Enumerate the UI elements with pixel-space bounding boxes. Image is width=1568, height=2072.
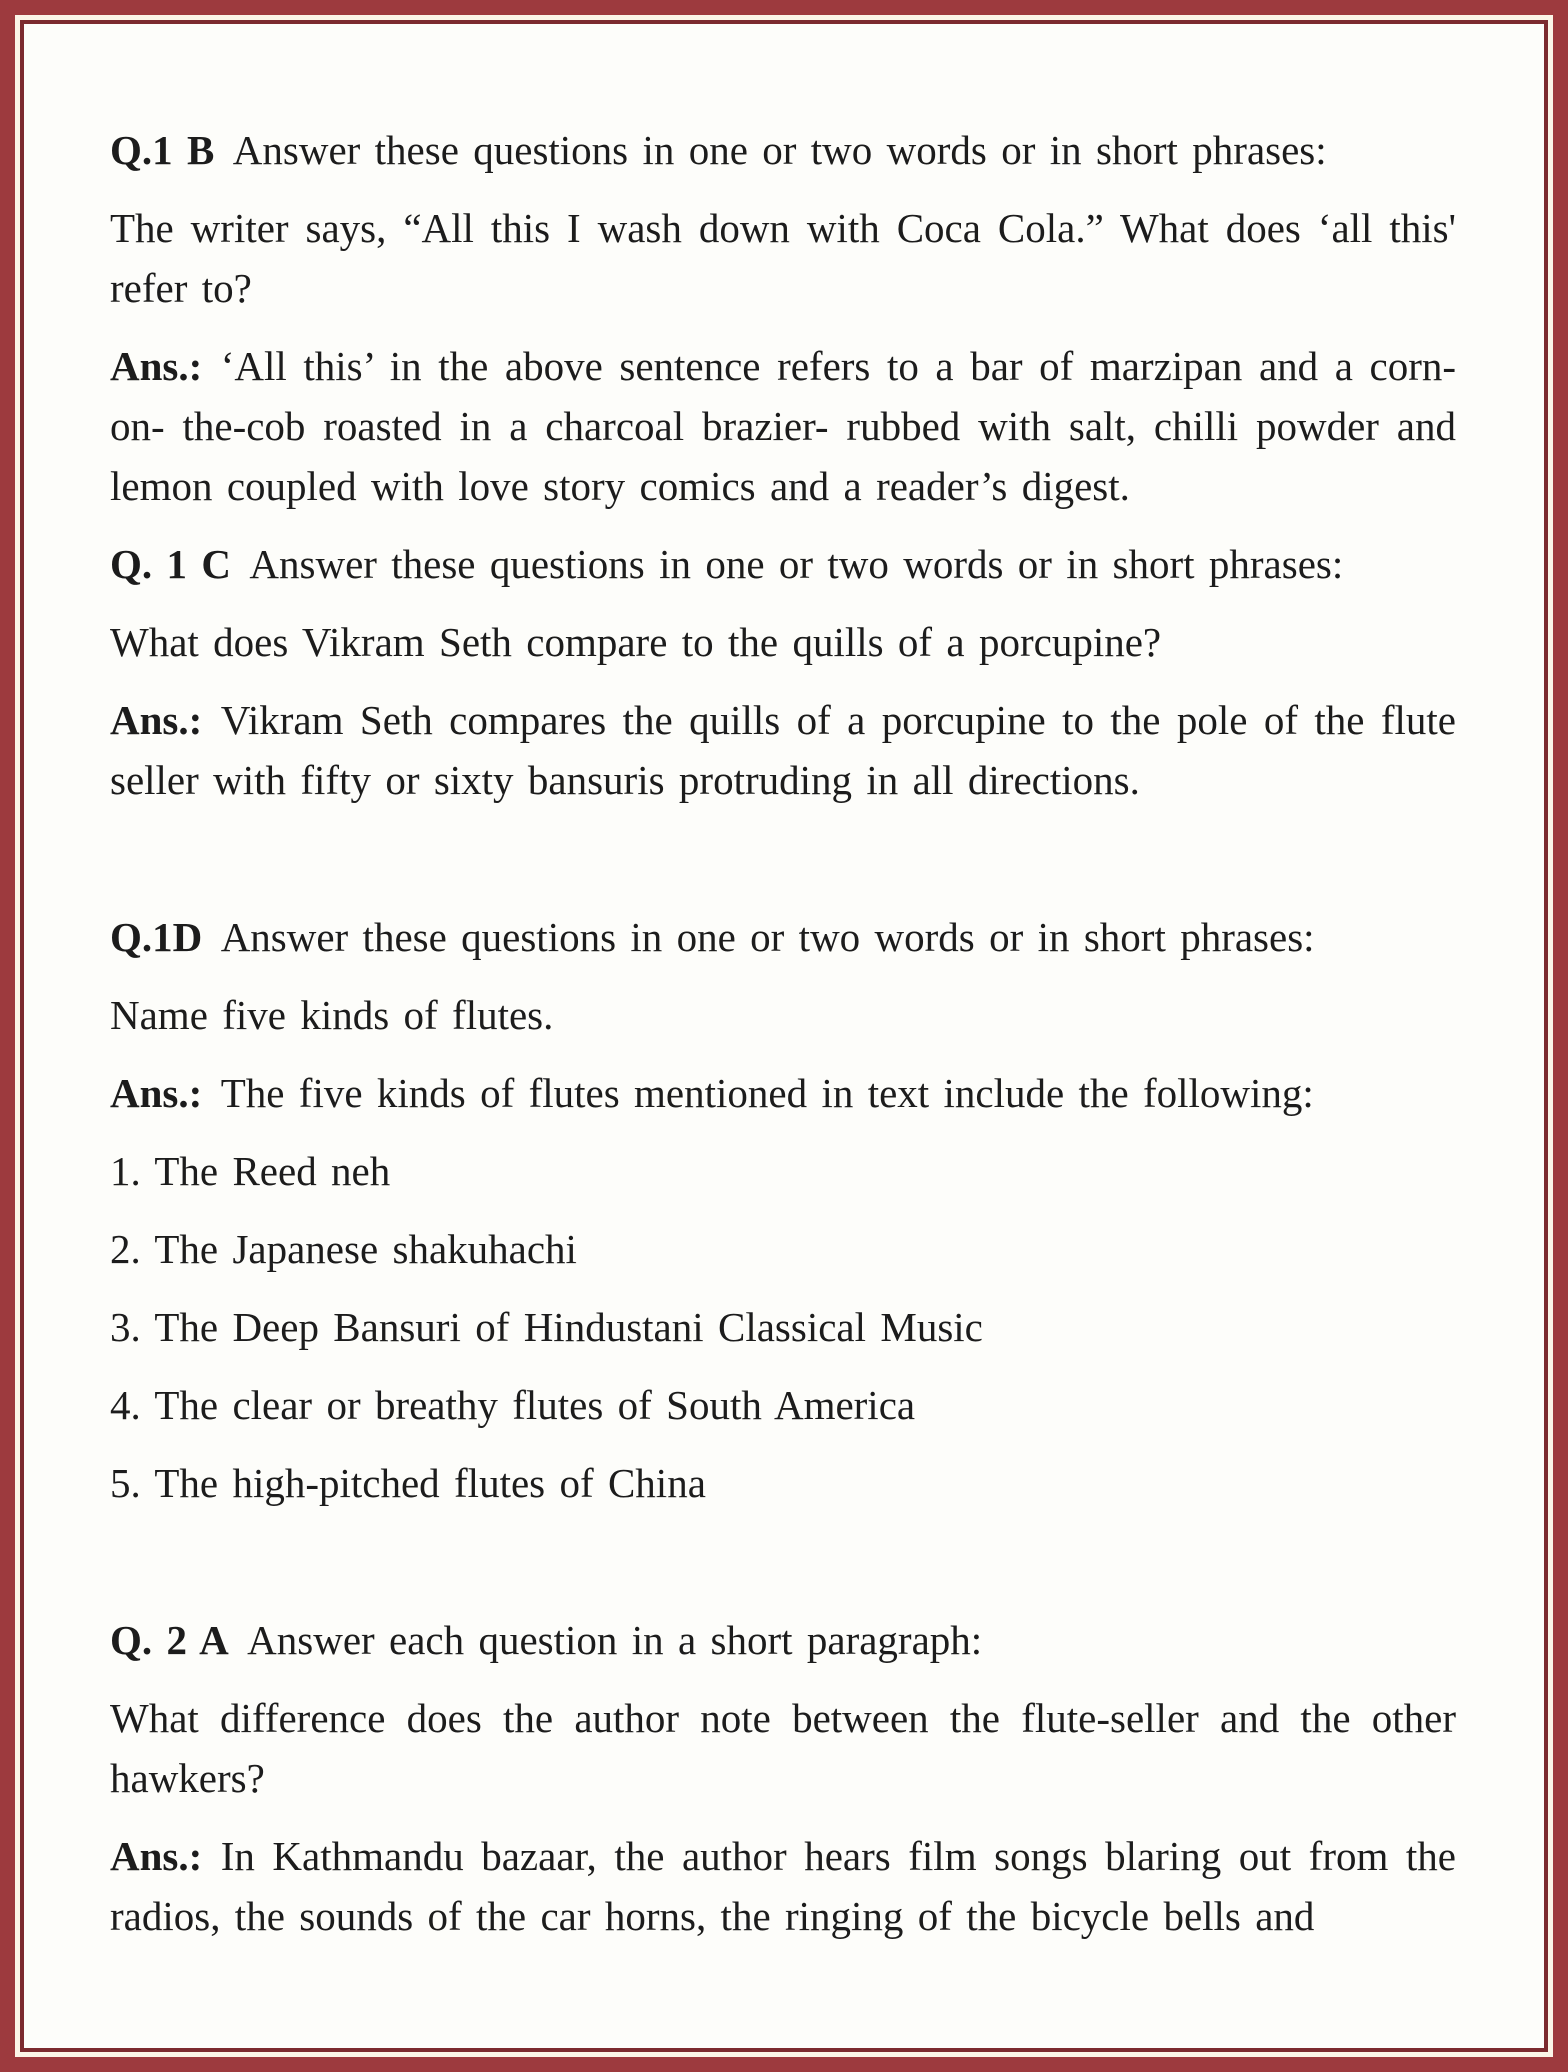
answer-label: Ans.:: [110, 697, 203, 743]
page-border-inner: [20, 20, 1548, 2052]
list-item-flute-4: 4. The clear or breathy flutes of South America: [110, 1382, 916, 1428]
answer-label: Ans.:: [110, 1070, 203, 1116]
answer-label: Ans.:: [110, 1833, 203, 1879]
question-header-text: Answer each question in a short paragraph:: [247, 1617, 983, 1663]
question-number: Q. 1 C: [110, 541, 231, 587]
question-text-q1b: The writer says, “All this I wash down with Coca Cola.” What does ‘all this' refer to?: [110, 205, 1456, 311]
list-item-flute-3: 3. The Deep Bansuri of Hindustani Classical Music: [110, 1304, 983, 1350]
list-item-flute-5: 5. The high-pitched flutes of China: [110, 1460, 706, 1506]
question-text-q2a: What difference does the author note between the flute-seller and the other hawkers?: [110, 1695, 1456, 1801]
answer-text: Vikram Seth compares the quills of a porcupine to the pole of the flute seller with fifty or sixty bansuris protruding in all directions.: [110, 697, 1456, 803]
list-item-flute-2: 2. The Japanese shakuhachi: [110, 1226, 577, 1272]
question-header-q1c: [110, 534, 1456, 594]
answer-q1c: [110, 690, 1456, 810]
answer-q1d: [110, 1063, 1456, 1123]
answer-q2a: [110, 1826, 1456, 1946]
question-header-q1d: [110, 907, 1456, 967]
question-header-text: Answer these questions in one or two words or in short phrases:: [220, 914, 1315, 960]
question-header-q2a: [110, 1610, 1456, 1670]
answer-text: The five kinds of flutes mentioned in text include the following:: [220, 1070, 1314, 1116]
list-item-flute-1: 1. The Reed neh: [110, 1148, 391, 1194]
question-number: Q.1 B: [110, 127, 215, 173]
page-border-gap: [15, 15, 1553, 2057]
answer-label: Ans.:: [110, 343, 203, 389]
answer-q1b: [110, 336, 1456, 516]
question-header-text: Answer these questions in one or two words or in short phrases:: [232, 127, 1327, 173]
question-header-text: Answer these questions in one or two words or in short phrases:: [249, 541, 1344, 587]
question-number: Q. 2 A: [110, 1617, 229, 1663]
worksheet-content: [24, 24, 1544, 2048]
question-header-q1b: [110, 120, 1456, 180]
answer-text: In Kathmandu bazaar, the author hears film songs blaring out from the radios, the sounds of the car horns, the ringing of the bicycle bells and: [110, 1833, 1456, 1939]
question-text-q1d: Name five kinds of flutes.: [110, 992, 554, 1038]
question-number: Q.1D: [110, 914, 203, 960]
question-text-q1c: What does Vikram Seth compare to the quills of a porcupine?: [110, 619, 1162, 665]
answer-text: ‘All this’ in the above sentence refers to a bar of marzipan and a corn-on- the-cob roasted in a charcoal brazier- rubbed with salt, chilli powder and lemon coupled with love story comics and a reader’s digest.: [110, 343, 1456, 509]
